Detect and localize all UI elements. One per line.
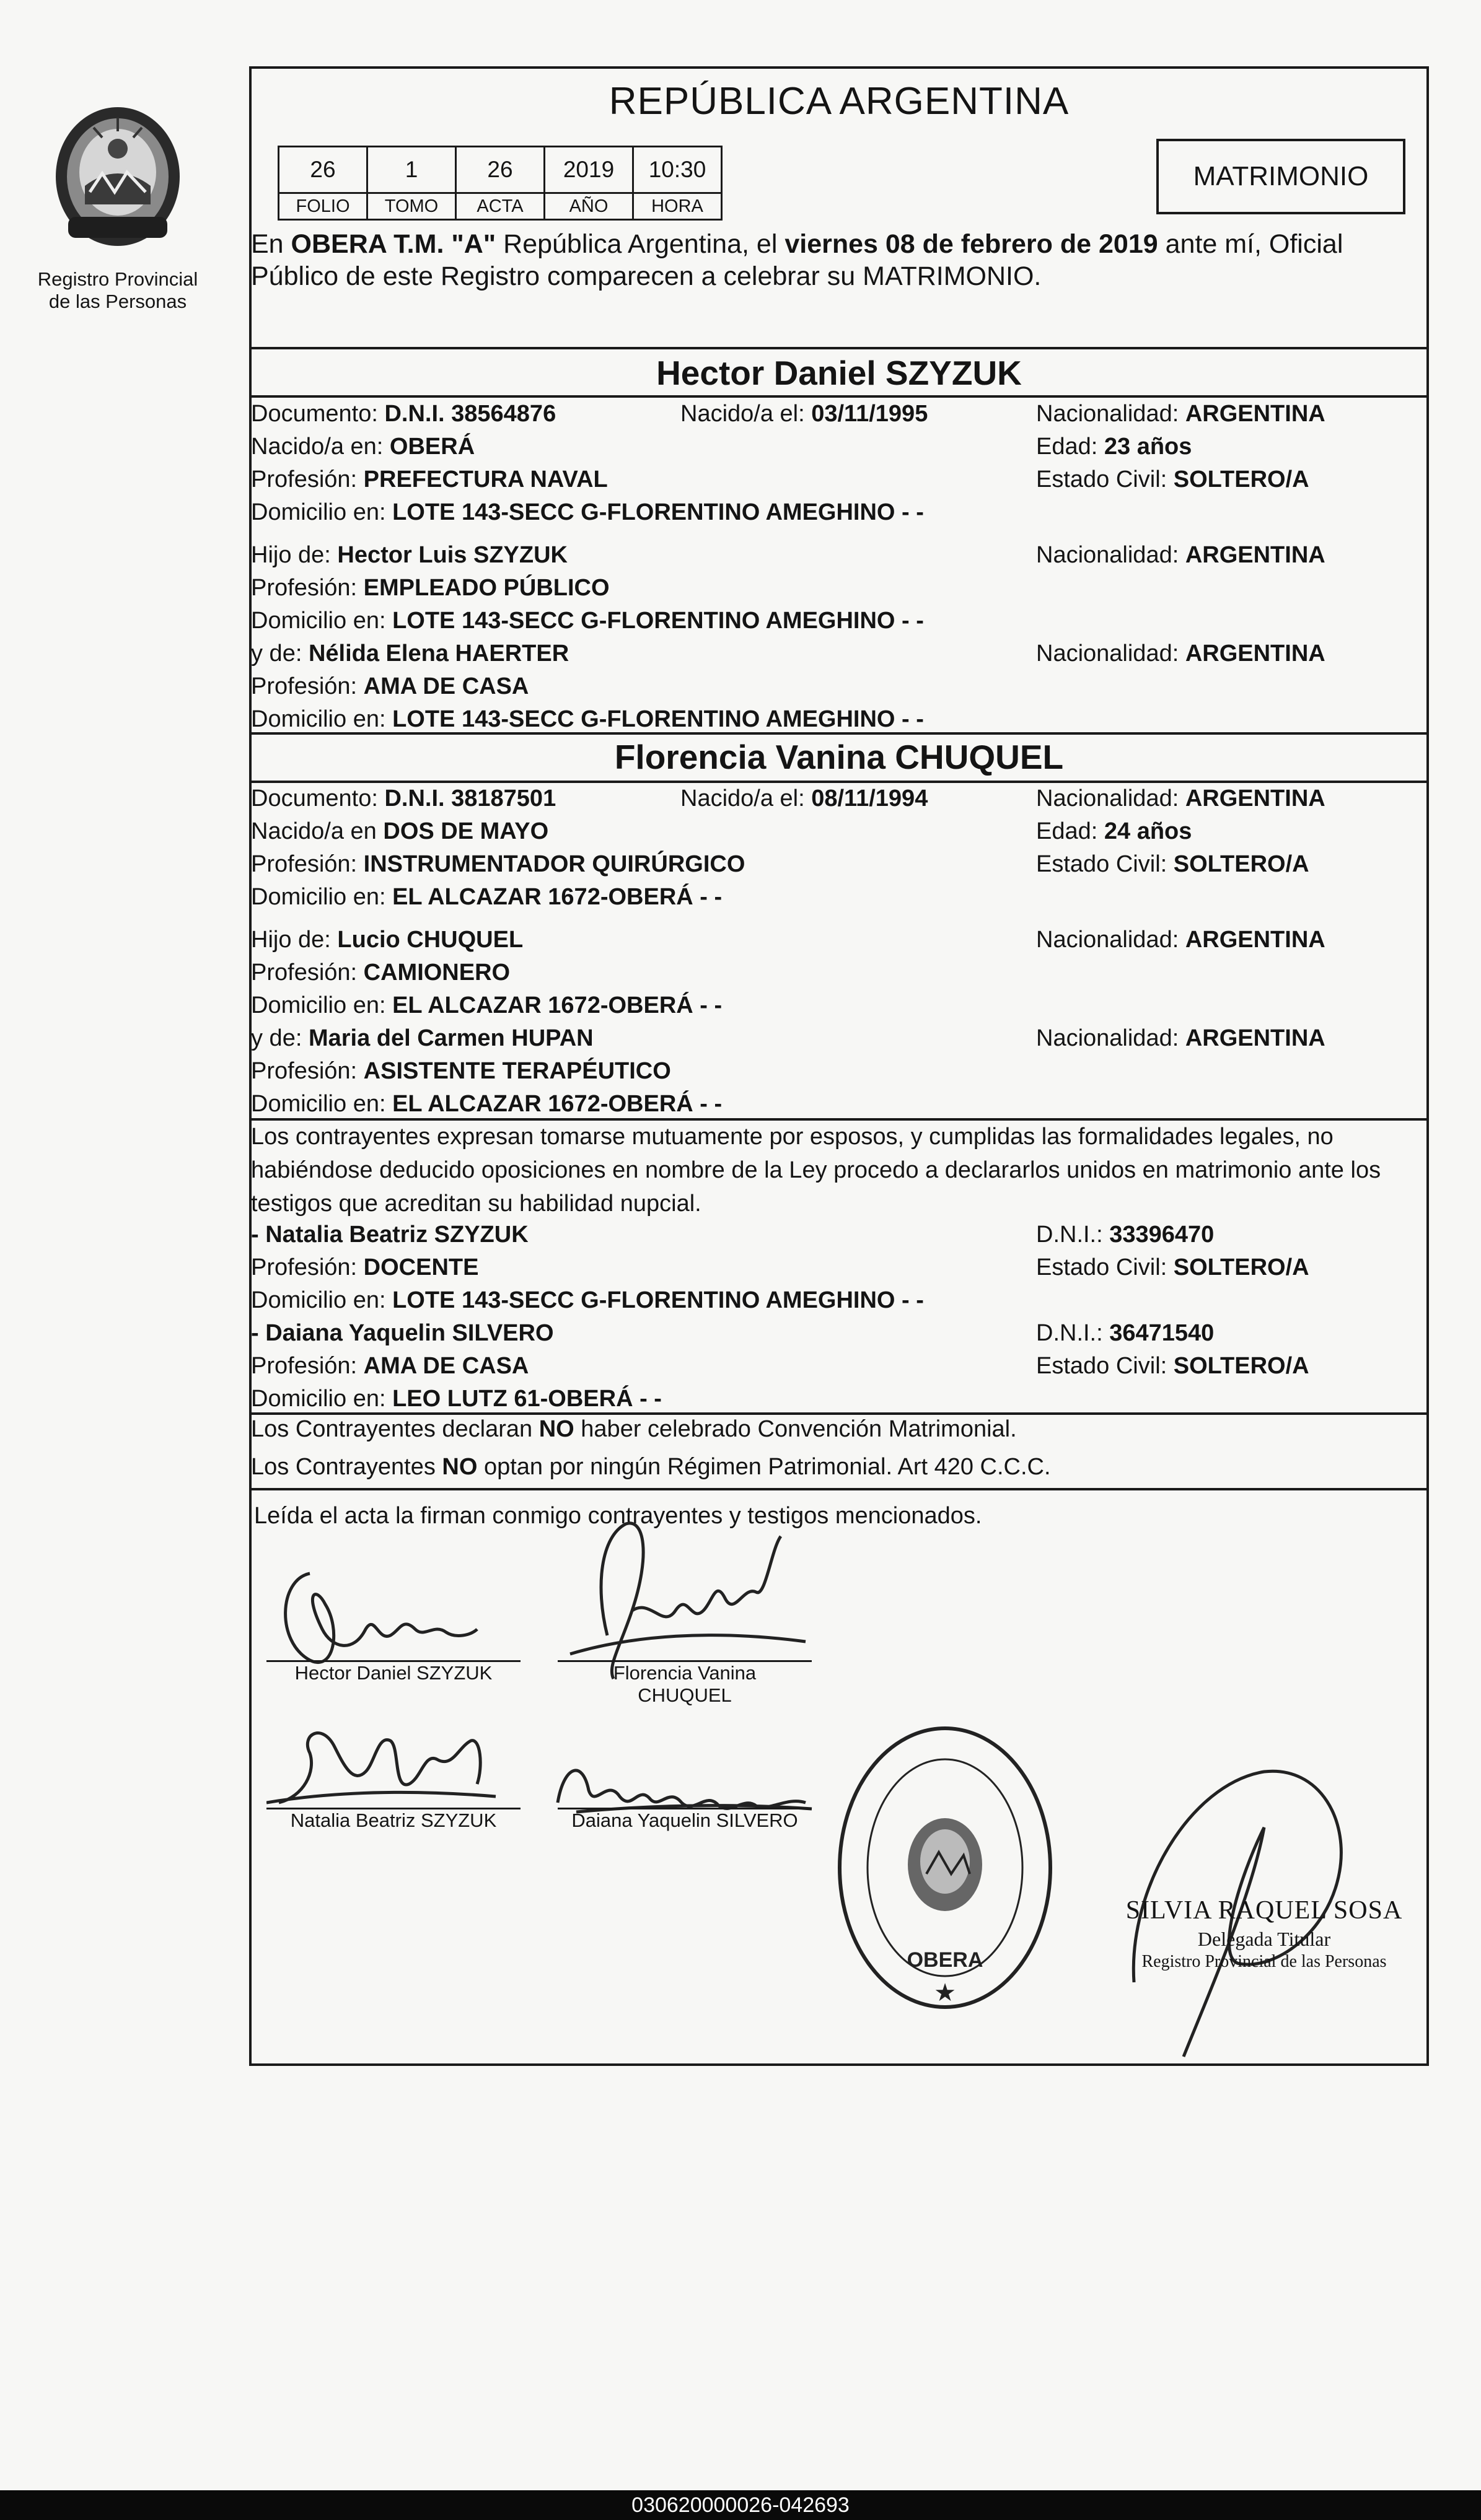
spouse2-mother-address: Domicilio en: EL ALCAZAR 1672-OBERÁ - - — [251, 1091, 723, 1117]
divider — [249, 781, 1429, 783]
spouse2-nationality: Nacionalidad: ARGENTINA — [1036, 785, 1325, 812]
convention-statement: Los Contrayentes declaran NO haber celebrado Convención Matrimonial. — [251, 1416, 1017, 1442]
spouse1-profession: Profesión: PREFECTURA NAVAL — [251, 466, 608, 492]
signature-natalia-beatriz-szyzuk — [266, 1697, 502, 1815]
spouse1-mother-nationality: Nacionalidad: ARGENTINA — [1036, 641, 1325, 667]
witness2-address: Domicilio en: LEO LUTZ 61-OBERÁ - - — [251, 1386, 662, 1412]
divider — [249, 395, 1429, 398]
spouse1-mother: y de: Nélida Elena HAERTER — [251, 641, 569, 667]
spouse2-father-address: Domicilio en: EL ALCAZAR 1672-OBERÁ - - — [251, 992, 723, 1018]
spouse2-profession: Profesión: INSTRUMENTADOR QUIRÚRGICO — [251, 851, 745, 877]
official-registry: Registro Provincial de las Personas — [1141, 1952, 1387, 1971]
spouse1-nationality: Nacionalidad: ARGENTINA — [1036, 401, 1325, 427]
spouse2-address: Domicilio en: EL ALCAZAR 1672-OBERÁ - - — [251, 884, 723, 910]
signature-hector-daniel-szyzuk — [266, 1555, 490, 1673]
spouse2-mother-profession: Profesión: ASISTENTE TERAPÉUTICO — [251, 1058, 671, 1084]
spouse1-mother-profession: Profesión: AMA DE CASA — [251, 673, 529, 699]
spouse2-age: Edad: 24 años — [1036, 818, 1192, 844]
witness2-name: - Daiana Yaquelin SILVERO — [251, 1320, 554, 1346]
spouse1-father-nationality: Nacionalidad: ARGENTINA — [1036, 542, 1325, 568]
regime-statement: Los Contrayentes NO optan por ningún Régimen Patrimonial. Art 420 C.C.C. — [251, 1454, 1051, 1480]
spouse1-age: Edad: 23 años — [1036, 434, 1192, 460]
registry-delegation-seal-icon — [830, 1719, 1060, 2016]
witness1-dni: D.N.I.: 33396470 — [1036, 1222, 1215, 1248]
signature-label-3: Natalia Beatriz SZYZUK — [290, 1809, 497, 1831]
spouse2-mother: y de: Maria del Carmen HUPAN — [251, 1025, 594, 1051]
divider — [249, 732, 1429, 735]
official-name: SILVIA RAQUEL SOSA — [1125, 1896, 1403, 1925]
spouse1-father: Hijo de: Hector Luis SZYZUK — [251, 542, 568, 568]
spouse2-father-nationality: Nacionalidad: ARGENTINA — [1036, 927, 1325, 953]
record-type-box: MATRIMONIO — [1156, 139, 1405, 214]
spouse1-mother-address: Domicilio en: LOTE 143-SECC G-FLORENTINO AMEGHINO - - — [251, 706, 924, 732]
official-title: Delegada Titular — [1197, 1928, 1331, 1950]
signature-label-2: Florencia Vanina CHUQUEL — [613, 1662, 757, 1706]
closing-statement: Leída el acta la firman conmigo contrayentes y testigos mencionados. — [254, 1503, 982, 1529]
acta-value: 26 — [456, 147, 545, 193]
witness1-profession: Profesión: DOCENTE — [251, 1254, 479, 1280]
spouse2-name: Florencia Vanina CHUQUEL — [614, 738, 1064, 776]
spouse2-document: Documento: D.N.I. 38187501 — [251, 785, 556, 812]
svg-text:★: ★ — [934, 1979, 956, 2006]
spouse1-father-address: Domicilio en: LOTE 143-SECC G-FLORENTINO AMEGHINO - - — [251, 608, 924, 634]
time-label: HORA — [633, 193, 722, 220]
province-seal-icon — [46, 99, 189, 254]
footer-code-bar: 030620000026-042693 — [0, 2490, 1481, 2520]
spouse1-father-profession: Profesión: EMPLEADO PÚBLICO — [251, 575, 610, 601]
official-stamp — [1109, 1896, 1419, 1972]
witness1-address: Domicilio en: LOTE 143-SECC G-FLORENTINO AMEGHINO - - — [251, 1287, 924, 1313]
witness2-dni: D.N.I.: 36471540 — [1036, 1320, 1215, 1346]
spouse2-mother-nationality: Nacionalidad: ARGENTINA — [1036, 1025, 1325, 1051]
folio-label: FOLIO — [279, 193, 367, 220]
folio-value: 26 — [279, 147, 367, 193]
registry-logo-block — [25, 99, 211, 313]
divider — [249, 1488, 1429, 1490]
time-value: 10:30 — [633, 147, 722, 193]
spouse1-birth-date: Nacido/a el: 03/11/1995 — [680, 401, 928, 427]
declaration-paragraph: Los contrayentes expresan tomarse mutuamente por esposos, y cumplidas las formalidades legales, no habiéndose deducido oposiciones en nombre de la Ley procedo a declararlos unidos en matrimonio ante los testigos que acreditan su habilidad nupcial. — [251, 1124, 1381, 1217]
signature-label-4: Daiana Yaquelin SILVERO — [571, 1809, 798, 1831]
year-value: 2019 — [545, 147, 633, 193]
spouse2-father: Hijo de: Lucio CHUQUEL — [251, 927, 524, 953]
spouse2-birth-date: Nacido/a el: 08/11/1994 — [680, 785, 928, 812]
spouse2-civil-status: Estado Civil: SOLTERO/A — [1036, 851, 1309, 877]
spouse2-birthplace: Nacido/a en DOS DE MAYO — [251, 818, 549, 844]
tomo-label: TOMO — [367, 193, 456, 220]
spouse1-civil-status: Estado Civil: SOLTERO/A — [1036, 466, 1309, 492]
witness2-civil-status: Estado Civil: SOLTERO/A — [1036, 1353, 1309, 1379]
document-title: REPÚBLICA ARGENTINA — [609, 80, 1070, 123]
intro-paragraph: En OBERA T.M. "A" República Argentina, el viernes 08 de febrero de 2019 ante mí, Oficial Público de este Registro comparecen a celebrar su MATRIMONIO. — [251, 229, 1343, 291]
spouse2-father-profession: Profesión: CAMIONERO — [251, 960, 511, 986]
spouse1-name: Hector Daniel SZYZUK — [656, 354, 1022, 392]
spouse1-birthplace: Nacido/a en: OBERÁ — [251, 434, 475, 460]
year-label: AÑO — [545, 193, 633, 220]
tomo-value: 1 — [367, 147, 456, 193]
acta-label: ACTA — [456, 193, 545, 220]
registry-name: Registro Provincial de las Personas — [37, 268, 198, 312]
spouse1-address: Domicilio en: LOTE 143-SECC G-FLORENTINO AMEGHINO - - — [251, 499, 924, 525]
witness2-profession: Profesión: AMA DE CASA — [251, 1353, 529, 1379]
witness1-name: - Natalia Beatriz SZYZUK — [251, 1222, 529, 1248]
divider — [249, 347, 1429, 349]
witness1-civil-status: Estado Civil: SOLTERO/A — [1036, 1254, 1309, 1280]
signature-label-1: Hector Daniel SZYZUK — [294, 1662, 493, 1684]
record-meta-table — [278, 146, 723, 221]
seal-city: OBERA — [907, 1948, 983, 1972]
spouse1-document: Documento: D.N.I. 38564876 — [251, 401, 556, 427]
